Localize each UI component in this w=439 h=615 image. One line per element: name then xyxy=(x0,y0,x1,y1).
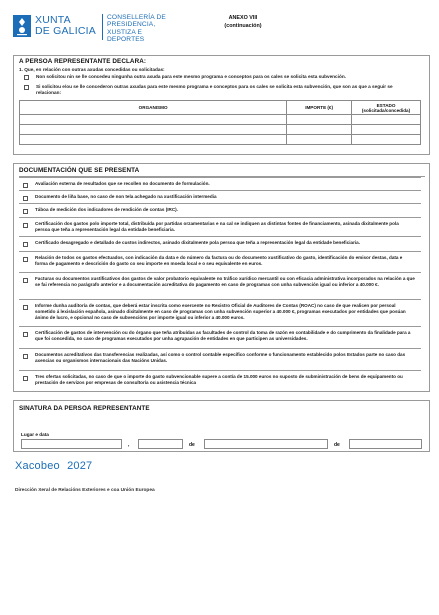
annex-subtitle: (continuación) xyxy=(224,23,262,29)
col-importe: IMPORTE (€) xyxy=(287,101,352,115)
doc-item xyxy=(19,177,421,190)
doc-item xyxy=(19,272,421,299)
doc-item-label: Tres ofertas solicitadas, no caso de que o importe do gasto subvencionable supere a contía de 15.000 euros no suposto de subministración de bens de equipamento ou prestación de servizos por empresas de consultoría ou asistencia técnica xyxy=(35,374,403,386)
signature-section xyxy=(13,400,430,452)
separator-de: de xyxy=(189,442,195,448)
option-none-label: Non solicitou nin se lle concedeu ningunha outra axuda para este mesmo programa e conceptos para os cales se solicita esta subvención. xyxy=(36,74,346,79)
doc-checkbox[interactable] xyxy=(23,242,28,247)
doc-checkbox[interactable] xyxy=(23,332,28,337)
doc-item-label: Táboa de medición dos indicadores de rendición de contas (IRC). xyxy=(35,207,178,212)
annex-heading xyxy=(212,14,274,30)
doc-item-label: Certificación de gastos de intervención ou do órgano que teña atribuídas as facultades de control da toma de razón en contabilidade e do cumprimento da finalidade para a que foi concedida, no caso de programas executados por unha agrupación de entidades en que participen as universidades. xyxy=(35,330,411,342)
doc-item xyxy=(19,203,421,217)
importe-input[interactable] xyxy=(287,125,352,135)
doc-checkbox[interactable] xyxy=(23,278,28,283)
place-input[interactable] xyxy=(21,439,122,449)
doc-item xyxy=(19,190,421,203)
xunta-logo-icon xyxy=(13,15,31,37)
table-header-row xyxy=(20,101,421,115)
organismo-input[interactable] xyxy=(20,135,287,145)
doc-item xyxy=(19,326,421,348)
other-aids-table xyxy=(19,100,421,145)
doc-checkbox[interactable] xyxy=(23,209,28,214)
doc-item-label: Certificado desagregado e detallado de custos indirectos, asinado dixitalmente pola persoa que teña a representación legal da entidade beneficiaria. xyxy=(35,240,360,245)
doc-item xyxy=(19,251,421,272)
doc-checkbox[interactable] xyxy=(23,354,28,359)
estado-input[interactable] xyxy=(352,115,421,125)
doc-item xyxy=(19,348,421,370)
doc-checkbox[interactable] xyxy=(23,223,28,228)
department-name: CONSELLERÍA DE PRESIDENCIA, XUSTIZA E DEPORTES xyxy=(107,14,166,44)
estado-input[interactable] xyxy=(352,135,421,145)
separator-de: de xyxy=(334,442,340,448)
doc-checkbox[interactable] xyxy=(23,183,28,188)
doc-checkbox[interactable] xyxy=(23,376,28,381)
footer-text: Dirección Xeral de Relacións Exteriores e coa Unión Europea xyxy=(15,488,155,493)
org-name: XUNTA DE GALICIA xyxy=(35,14,96,37)
doc-item-label: Facturas ou documentos xustificativos dos gastos de valor probatorio equivalente no tráfico xurídico mercantil ou con eficacia administrativa incorporados na relación a que se fai referencia no parágrafo anterior e a documentación acreditativa do pagamento en caso de programas con unha subvención igual ou inferior a 40.000 €. xyxy=(35,276,415,288)
declaration-section xyxy=(13,55,430,155)
documentation-title: DOCUMENTACIÓN QUE SE PRESENTA xyxy=(19,167,140,174)
documentation-section xyxy=(13,163,430,392)
xunta-logo xyxy=(13,12,173,48)
col-organismo: ORGANISMO xyxy=(20,101,287,115)
doc-checkbox[interactable] xyxy=(23,196,28,201)
xacobeo-logo-icon: Xacobeo xyxy=(15,460,60,472)
doc-item-label: Informe dunha auditoría de contas, que deberá estar inscrita como exercente no Rexistro Oficial de Auditores de Contas (ROAC) no caso de que realicen por persoal sometido á lexislación española, asinado dixitalmente en caso de programas con unha subvención superior a 40.000 €, programas executados por entidades que posúan ánimo de lucro, e opcional no caso de subvencións por importe igual ou inferior a 40.000 euros. xyxy=(35,303,406,321)
doc-item-label: Documentos acreditativos das transferencias realizadas, así como o control contable específico conforme o funcionamento establecido polos Estados parte no caso das axencias ou organismos internacionais das Nacións Unidas. xyxy=(35,352,406,364)
doc-item-label: Relación de todos os gastos efectuados, con indicación da data e do número da factura ou do documento xustificativo do gasto, identificación do emisor destas, data e forma de pagamento e descrición do gasto co seu importe en moeda local e o seu equivalente en euros. xyxy=(35,255,403,267)
doc-item xyxy=(19,299,421,326)
importe-input[interactable] xyxy=(287,115,352,125)
signature-title: SINATURA DA PERSOA REPRESENTANTE xyxy=(19,405,150,412)
separator-comma: , xyxy=(128,442,130,448)
doc-checkbox[interactable] xyxy=(23,257,28,262)
year-input[interactable] xyxy=(349,439,422,449)
doc-item-label: Documento de liña base, no caso de non tela achegado na xustificación intermedia xyxy=(35,194,217,199)
xacobeo-year: 2027 xyxy=(67,460,93,472)
month-input[interactable] xyxy=(204,439,328,449)
declaration-question: 1. Que, en relación con outras axudas concedidas ou solicitadas: xyxy=(19,67,165,72)
doc-item-label: Certificación dos gastos polo importe total, distribuída por partidas orzamentarias e na cal se indiquen as distintas fontes de financiamento, asinada dixitalmente pola persoa que teña a representación legal da entidade beneficiaria. xyxy=(35,221,399,233)
option-other-label: Si solicitou e/ou se lle concederon outras axudas para este mesmo programa e conceptos para os cales se solicita esta subvención, que son as que a seguir se relacionan: xyxy=(36,84,393,96)
logo-divider xyxy=(102,14,103,40)
declaration-title: A PERSOA REPRESENTANTE DECLARA: xyxy=(19,58,147,65)
place-date-label: Lugar e data xyxy=(21,432,49,437)
organismo-input[interactable] xyxy=(20,115,287,125)
day-input[interactable] xyxy=(138,439,183,449)
doc-checkbox[interactable] xyxy=(23,305,28,310)
table-row xyxy=(20,115,421,125)
doc-item xyxy=(19,236,421,251)
xacobeo-logo xyxy=(15,460,92,472)
table-row xyxy=(20,135,421,145)
organismo-input[interactable] xyxy=(20,125,287,135)
doc-item xyxy=(19,370,421,391)
col-estado: ESTADO (solicitada/concedida) xyxy=(352,101,421,115)
table-row xyxy=(20,125,421,135)
doc-item xyxy=(19,217,421,236)
option-none-checkbox[interactable] xyxy=(24,75,29,80)
annex-title: ANEXO VIII xyxy=(228,15,258,21)
option-other-checkbox[interactable] xyxy=(24,85,29,90)
doc-item-label: Avaliación externa de resultados que se recollen no documento de formulación. xyxy=(35,181,210,186)
importe-input[interactable] xyxy=(287,135,352,145)
estado-input[interactable] xyxy=(352,125,421,135)
